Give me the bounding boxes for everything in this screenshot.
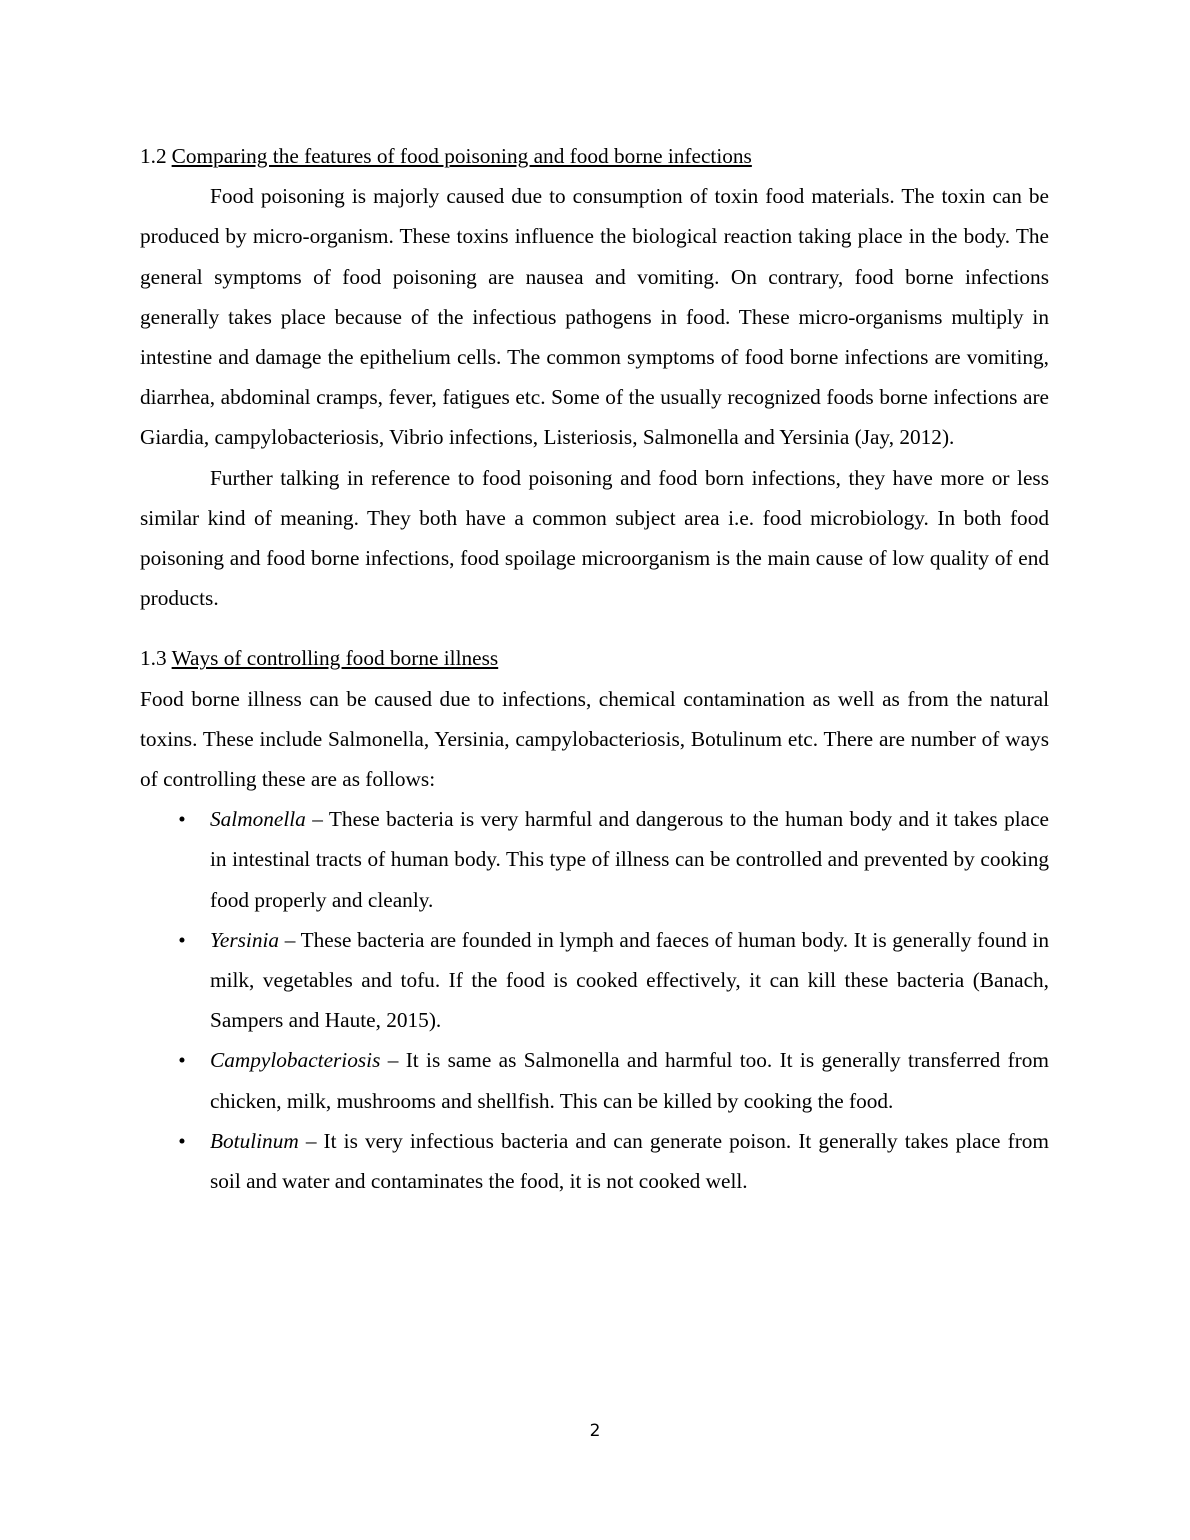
bullet-term: Campylobacteriosis: [210, 1048, 381, 1073]
section-title: Ways of controlling food borne illness: [171, 646, 499, 671]
paragraph-food-poisoning: Food poisoning is majorly caused due to consumption of toxin food materials. The toxin can be produced by micro-organism. These toxins influence the biological reaction taking place in the body. The general symptoms of food poisoning are nausea and vomiting. On contrary, food borne infections generally takes place because of the infectious pathogens in food. These micro-organisms multiply in intestine and damage the epithelium cells. The common symptoms of food borne infections are vomiting, diarrhea, abdominal cramps, fever, fatigues etc. Some of the usually recognized foods borne infections are Giardia, campylobacteriosis, Vibrio infections, Listeriosis, Salmonella and Yersinia (Jay, 2012).: [140, 184, 1049, 450]
section-heading-1-3: [140, 638, 1049, 678]
section-number: 1.2: [140, 144, 167, 168]
bullet-icon: •: [178, 1048, 186, 1073]
bullet-text: – These bacteria are founded in lymph and faeces of human body. It is generally found in milk, vegetables and tofu. If the food is cooked effectively, it can kill these bacteria (Banach, Sampers and Haute, 2015).: [210, 927, 1049, 1033]
bullet-icon: •: [178, 927, 186, 952]
paragraph-comparison: Further talking in reference to food poisoning and food born infections, they have more or less similar kind of meaning. They both have a common subject area i.e. food microbiology. In both food poisoning and food borne infections, food spoilage microorganism is the main cause of low quality of end products.: [140, 465, 1049, 611]
bullet-term: Botulinum: [210, 1128, 299, 1153]
section-heading-1-2: [140, 136, 1049, 176]
section-number: 1.3: [140, 646, 167, 671]
bullet-term: Salmonella: [210, 807, 306, 832]
bullet-text: – These bacteria is very harmful and dangerous to the human body and it takes place in intestinal tracts of human body. This type of illness can be controlled and prevented by cooking food properly and cleanly.: [210, 807, 1049, 912]
paragraph-intro: Food borne illness can be caused due to infections, chemical contamination as well as from the natural toxins. These include Salmonella, Yersinia, campylobacteriosis, Botulinum etc. There are number of ways of controlling these are as follows:: [140, 686, 1049, 792]
bullet-icon: •: [178, 1128, 186, 1153]
document-page: [140, 136, 1049, 1201]
list-item: [140, 799, 1049, 920]
page-number: 2: [589, 1421, 601, 1441]
control-methods-list: [140, 799, 1049, 1201]
bullet-term: Yersinia: [210, 927, 280, 952]
bullet-text: – It is very infectious bacteria and can generate poison. It generally takes place from soil and water and contaminates the food, it is not cooked well.: [210, 1128, 1049, 1194]
bullet-text: – It is same as Salmonella and harmful too. It is generally transferred from chicken, milk, mushrooms and shellfish. This can be killed by cooking the food.: [210, 1048, 1049, 1113]
list-item: [140, 1040, 1049, 1120]
list-item: [140, 920, 1049, 1041]
section-title: Comparing the features of food poisoning and food borne infections: [171, 144, 752, 168]
bullet-icon: •: [178, 807, 186, 832]
list-item: [140, 1121, 1049, 1201]
